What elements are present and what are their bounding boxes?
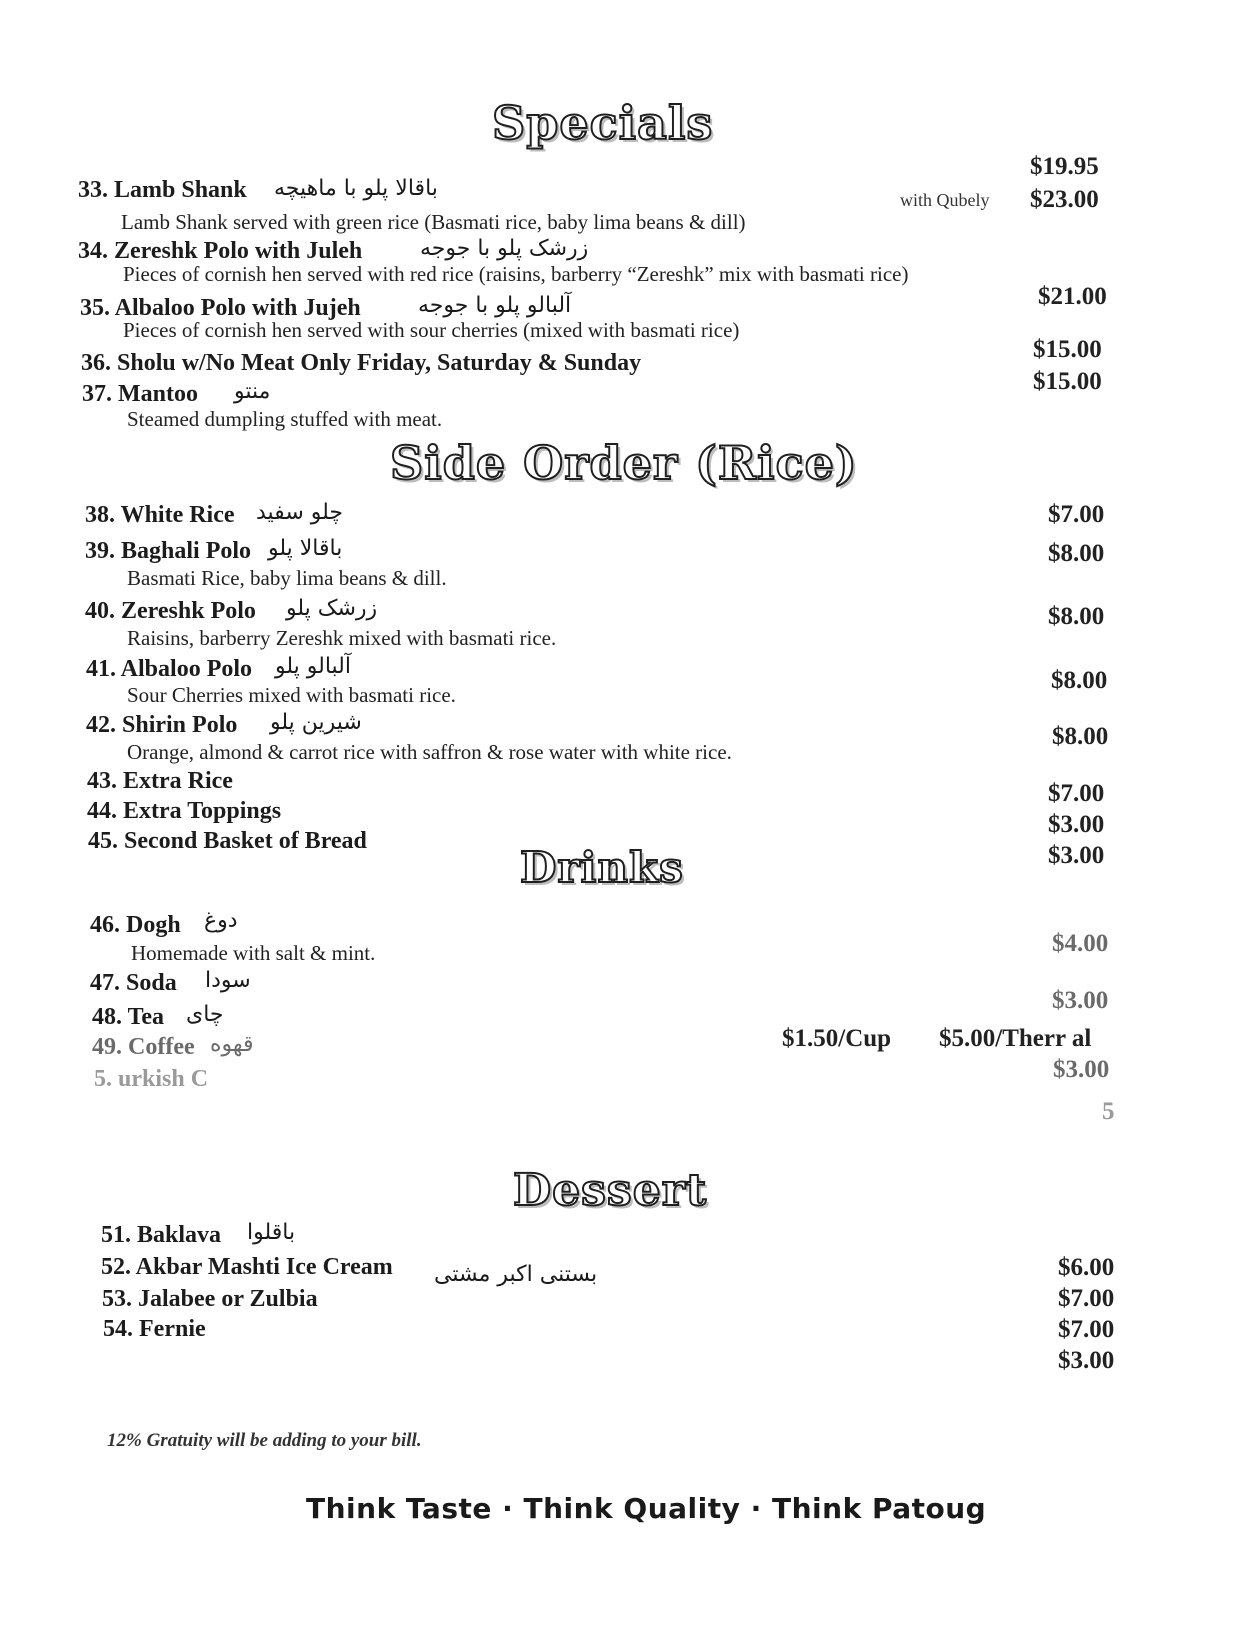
- zereshk-polo-price: $8.00: [1048, 603, 1105, 630]
- albaloo-polo-farsi: آلبالو پلو: [275, 654, 351, 679]
- ice-cream-price: $7.00: [1058, 1285, 1115, 1312]
- baklava-farsi: باقلوا: [247, 1220, 296, 1245]
- dogh-name: 46. Dogh: [90, 912, 181, 938]
- side-order-heading: Side Order (Rice): [390, 436, 858, 490]
- fernie-price: $3.00: [1058, 1347, 1115, 1374]
- lamb-shank-price: $19.95: [1030, 153, 1099, 180]
- baghali-polo-farsi: باقالا پلو: [268, 536, 343, 561]
- dogh-price: $4.00: [1052, 930, 1109, 957]
- dogh-desc: Homemade with salt & mint.: [131, 941, 376, 965]
- soda-name: 47. Soda: [90, 970, 177, 996]
- tea-farsi: چای: [186, 1002, 224, 1027]
- jalabee-name: 53. Jalabee or Zulbia: [102, 1286, 318, 1312]
- albaloo-polo-price: $8.00: [1051, 667, 1108, 694]
- lamb-shank-qubely-note: with Qubely: [900, 190, 990, 210]
- sholu-name: 36. Sholu w/No Meat Only Friday, Saturday & Sunday: [81, 350, 642, 376]
- soda-price: $3.00: [1052, 987, 1109, 1014]
- lamb-shank-desc: Lamb Shank served with green rice (Basmati rice, baby lima beans & dill): [121, 210, 746, 234]
- mantoo-desc: Steamed dumpling stuffed with meat.: [127, 407, 443, 431]
- drink-price-3: $3.00: [1053, 1056, 1110, 1083]
- white-rice-name: 38. White Rice: [85, 502, 235, 528]
- coffee-name: 49. Coffee: [92, 1034, 195, 1060]
- ice-cream-farsi: بستنی اکبر مشتی: [434, 1262, 598, 1287]
- zereshk-polo-desc: Raisins, barberry Zereshk mixed with basmati rice.: [127, 626, 557, 650]
- bread-basket-price: $3.00: [1048, 842, 1105, 869]
- albaloo-polo-desc: Sour Cherries mixed with basmati rice.: [127, 683, 456, 707]
- turkish-coffee-name: 5. urkish C: [94, 1066, 209, 1092]
- mantoo-price: $15.00: [1033, 368, 1102, 395]
- shirin-polo-price: $8.00: [1052, 723, 1109, 750]
- drinks-heading: Drinks: [520, 843, 684, 892]
- white-rice-price: $7.00: [1048, 501, 1105, 528]
- baghali-polo-desc: Basmati Rice, baby lima beans & dill.: [127, 566, 447, 590]
- zereshk-juleh-farsi: زرشک پلو با جوجه: [420, 236, 589, 261]
- specials-heading: Specials: [492, 96, 714, 150]
- lamb-shank-qubely-price: $23.00: [1030, 186, 1099, 213]
- baklava-name: 51. Baklava: [101, 1222, 222, 1248]
- shirin-polo-name: 42. Shirin Polo: [86, 712, 238, 738]
- lamb-shank-farsi: باقالا پلو با ماهیچه: [274, 176, 438, 201]
- shirin-polo-farsi: شیرین پلو: [270, 710, 362, 735]
- mantoo-name: 37. Mantoo: [82, 381, 198, 407]
- mantoo-farsi: منتو: [234, 379, 271, 404]
- extra-toppings-price: $3.00: [1048, 811, 1105, 838]
- zereshk-polo-name: 40. Zereshk Polo: [85, 598, 256, 624]
- albaloo-polo-name: 41. Albaloo Polo: [86, 656, 253, 682]
- dogh-farsi: دوغ: [204, 908, 238, 933]
- ice-cream-name: 52. Akbar Mashti Ice Cream: [101, 1254, 393, 1280]
- baghali-polo-price: $8.00: [1048, 540, 1105, 567]
- extra-rice-price: $7.00: [1048, 780, 1105, 807]
- zereshk-polo-farsi: زرشک پلو: [286, 596, 378, 621]
- jalabee-price: $7.00: [1058, 1316, 1115, 1343]
- extra-toppings-name: 44. Extra Toppings: [87, 798, 282, 824]
- extra-rice-name: 43. Extra Rice: [87, 768, 233, 794]
- white-rice-farsi: چلو سفید: [256, 500, 343, 525]
- bread-basket-name: 45. Second Basket of Bread: [88, 828, 367, 854]
- lamb-shank-name: 33. Lamb Shank: [78, 177, 247, 203]
- albaloo-jujeh-desc: Pieces of cornish hen served with sour cherries (mixed with basmati rice): [123, 318, 740, 342]
- tea-name: 48. Tea: [92, 1004, 165, 1030]
- dessert-heading: Dessert: [513, 1165, 708, 1216]
- shirin-polo-desc: Orange, almond & carrot rice with saffron & rose water with white rice.: [127, 740, 732, 764]
- zereshk-juleh-desc: Pieces of cornish hen served with red rice (raisins, barberry “Zereshk” mix with basmati rice): [123, 262, 909, 286]
- slogan: Think Taste · Think Quality · Think Patoug: [306, 1492, 987, 1525]
- gratuity-note: 12% Gratuity will be adding to your bill.: [107, 1430, 422, 1451]
- soda-farsi: سودا: [205, 968, 251, 993]
- coffee-thermal-price: $5.00/Therr al: [939, 1025, 1092, 1052]
- turkish-coffee-price: 5: [1102, 1098, 1115, 1125]
- albaloo-jujeh-name: 35. Albaloo Polo with Jujeh: [80, 295, 361, 321]
- baklava-price: $6.00: [1058, 1254, 1115, 1281]
- albaloo-jujeh-price: $21.00: [1038, 283, 1107, 310]
- coffee-cup-price: $1.50/Cup: [782, 1025, 892, 1052]
- coffee-farsi: قهوه: [210, 1032, 254, 1057]
- zereshk-juleh-name: 34. Zereshk Polo with Juleh: [78, 238, 363, 264]
- sholu-price: $15.00: [1033, 336, 1102, 363]
- fernie-name: 54. Fernie: [103, 1316, 206, 1342]
- albaloo-jujeh-farsi: آلبالو پلو با جوجه: [418, 293, 572, 318]
- baghali-polo-name: 39. Baghali Polo: [85, 538, 252, 564]
